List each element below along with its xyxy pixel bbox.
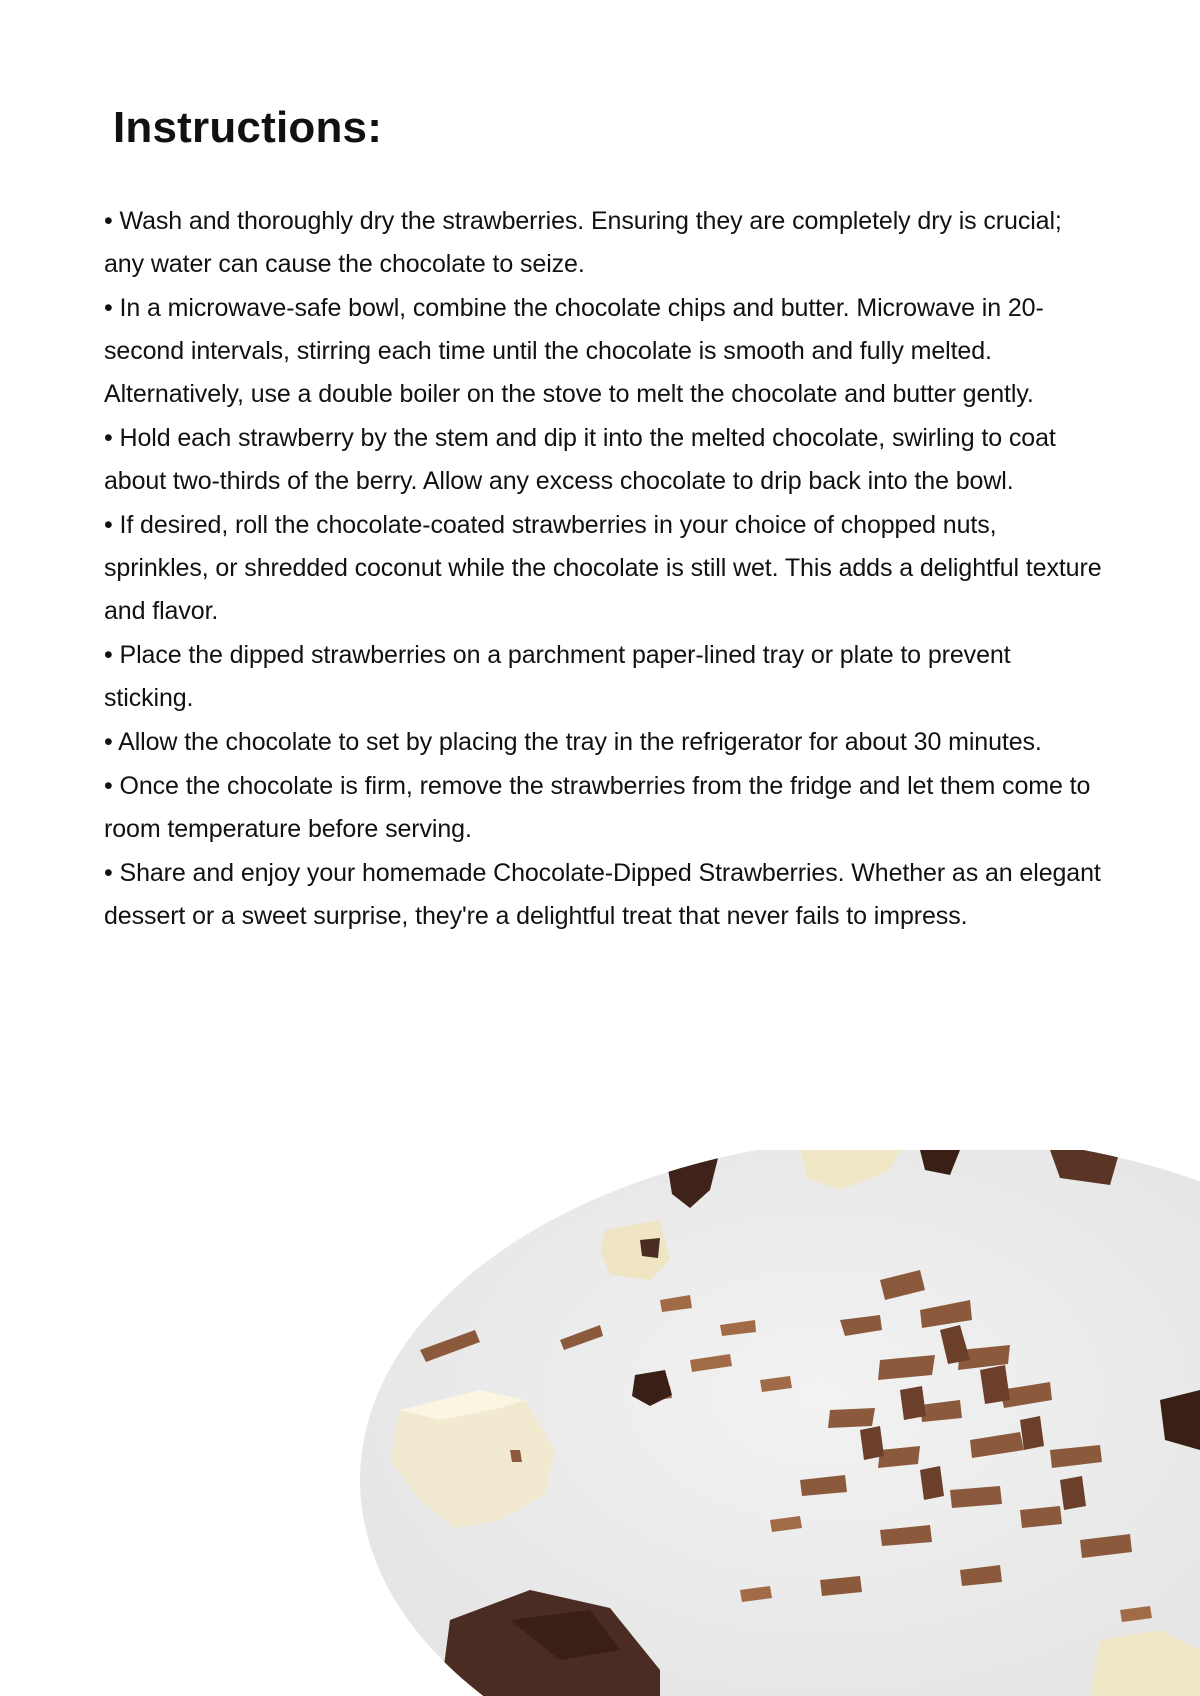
instruction-step-4: • If desired, roll the chocolate-coated strawberries in your choice of chopped nuts, sprinkles, or shredded coconut while the chocolate is still wet. This adds a delightful texture and flavor. (104, 511, 1102, 625)
instruction-step-5: • Place the dipped strawberries on a parchment paper-lined tray or plate to prevent sticking. (104, 641, 1011, 712)
page-title: Instructions: (113, 103, 383, 152)
chocolate-pieces-photo (360, 1150, 1200, 1696)
instruction-step-7: • Once the chocolate is firm, remove the strawberries from the fridge and let them come to room temperature before serving. (104, 772, 1091, 843)
instruction-step-1: • Wash and thoroughly dry the strawberries. Ensuring they are completely dry is crucial; any water can cause the chocolate to seize. (104, 207, 1062, 278)
instruction-step-2: • In a microwave-safe bowl, combine the chocolate chips and butter. Microwave in 20-second intervals, stirring each time until the chocolate is smooth and fully melted. Alternatively, use a double boiler on the stove to melt the chocolate and butter gently. (104, 294, 1044, 408)
instruction-step-8: • Share and enjoy your homemade Chocolate-Dipped Strawberries. Whether as an elegant dessert or a sweet surprise, they're a delightful treat that never fails to impress. (104, 859, 1101, 930)
instruction-step-3: • Hold each strawberry by the stem and dip it into the melted chocolate, swirling to coat about two-thirds of the berry. Allow any excess chocolate to drip back into the bowl. (104, 424, 1056, 495)
instructions-list (104, 200, 1104, 939)
chocolate-photo-illustration (360, 1150, 1200, 1696)
instruction-step-6: • Allow the chocolate to set by placing the tray in the refrigerator for about 30 minutes. (104, 728, 1042, 756)
